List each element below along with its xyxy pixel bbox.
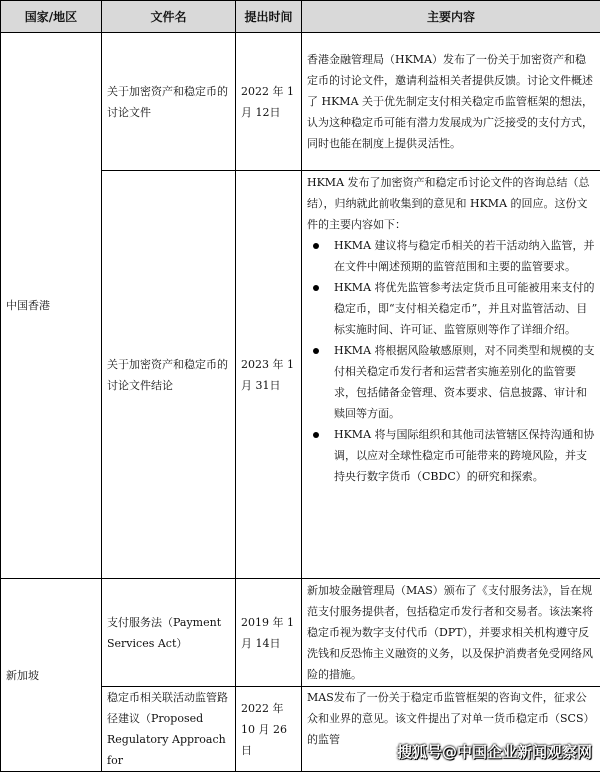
list-item: [307, 235, 595, 277]
content-bullet-list: [307, 235, 595, 487]
document-name: 关于加密资产和稳定币的讨论文件: [102, 33, 236, 171]
main-content: 新加坡金融管理局（MAS）颁布了《支付服务法》，旨在规范支付服务提供者，包括稳定币发行者和交易者。该法案将稳定币视为数字支付代币（DPT），并要求相关机构遵守反洗钱和反恐怖主义融资的义务，以及保护消费者免受网络风险的措施。: [302, 579, 600, 687]
region-hong-kong: 中国香港: [1, 33, 102, 579]
document-name: 支付服务法（Payment Services Act）: [102, 579, 236, 687]
document-name: 关于加密资产和稳定币的讨论文件结论: [102, 171, 236, 579]
bullet-text: HKMA 建议将与稳定币相关的若干活动纳入监管，并在文件中阐述预期的监管范围和主要的监管要求。: [334, 239, 595, 273]
table-row: [1, 33, 600, 171]
main-content: 香港金融管理局（HKMA）发布了一份关于加密资产和稳定币的讨论文件，邀请利益相关者提供反馈。讨论文件概述了 HKMA 关于优先制定支付相关稳定币监管框架的想法，认为这种稳定币可能有潜力发展成为广泛接受的支付方式，同时也能在制度上提供灵活性。: [302, 33, 600, 171]
submission-date: 2022 年 10 月 26日: [236, 687, 302, 772]
table-header-row: [1, 1, 600, 33]
bullet-icon: [313, 285, 319, 291]
header-content: 主要内容: [302, 1, 600, 33]
header-region: 国家/地区: [1, 1, 102, 33]
bullet-icon: [313, 348, 319, 354]
document-name: 稳定币相关联活动监管路径建议（Proposed Regulatory Approach for: [102, 687, 236, 772]
bullet-text: HKMA 将与国际组织和其他司法管辖区保持沟通和协调，以应对全球性稳定币可能带来的跨境风险，并支持央行数字货币（CBDC）的研究和探索。: [334, 428, 595, 483]
table-row: [1, 579, 600, 687]
bullet-text: HKMA 将根据风险敏感原则，对不同类型和规模的支付相关稳定币发行者和运营者实施差别化的监管要求，包括储备金管理、资本要求、信息披露、审计和赎回等方面。: [334, 344, 595, 420]
bullet-icon: [313, 243, 319, 249]
bullet-text: HKMA 将优先监管参考法定货币且可能被用来支付的稳定币，即“支付相关稳定币”，并且对监管活动、目标实施时间、许可证、监管原则等作了详细介绍。: [334, 281, 595, 336]
header-date: 提出时间: [236, 1, 302, 33]
header-document: 文件名: [102, 1, 236, 33]
list-item: [307, 424, 595, 487]
submission-date: 2022 年 1 月 12日: [236, 33, 302, 171]
list-item: [307, 277, 595, 340]
content-intro: HKMA 发布了加密资产和稳定币讨论文件的咨询总结（总结），归纳就此前收集到的意见和 HKMA 的回应。这份文件的主要内容如下：: [307, 172, 595, 235]
main-content: MAS发布了一份关于稳定币监管框架的咨询文件，征求公众和业界的意见。该文件提出了对单一货币稳定币（SCS）的监管: [302, 687, 600, 772]
region-singapore: 新加坡: [1, 579, 102, 772]
bullet-icon: [313, 432, 319, 438]
list-item: [307, 340, 595, 424]
submission-date: 2019 年 1 月 14日: [236, 579, 302, 687]
main-content: [302, 171, 600, 579]
watermark: 搜狐号@中国企业新闻观察网: [397, 741, 592, 762]
submission-date: 2023 年 1 月 31日: [236, 171, 302, 579]
